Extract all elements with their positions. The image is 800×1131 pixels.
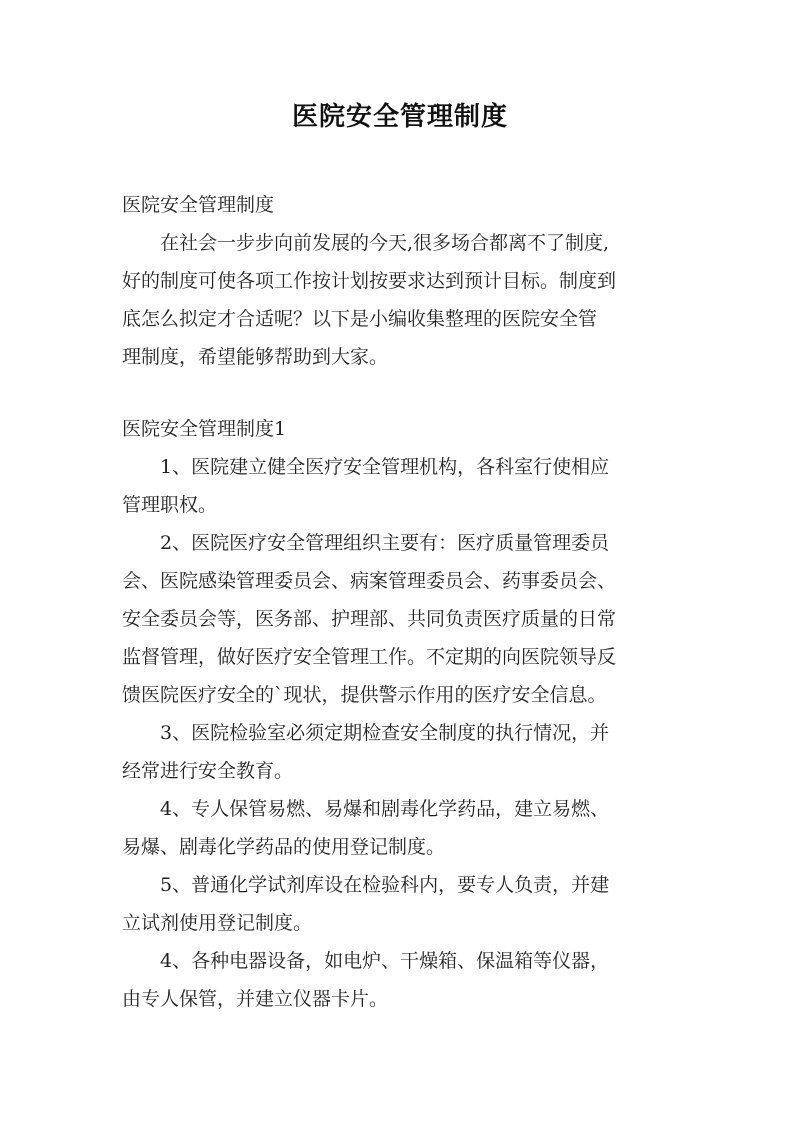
- list-item-line: 易爆、剧毒化学药品的使用登记制度。: [122, 836, 446, 858]
- list-item-line: 由专人保管，并建立仪器卡片。: [122, 988, 389, 1010]
- list-item-line: 4、各种电器设备，如电炉、干燥箱、保温箱等仪器，: [160, 950, 610, 972]
- intro-line: 理制度，希望能够帮助到大家。: [122, 346, 389, 368]
- list-item-line: 1、医院建立健全医疗安全管理机构，各科室行使相应: [160, 456, 610, 478]
- intro-line: 好的制度可使各项工作按计划按要求达到预计目标。制度到: [122, 270, 617, 292]
- list-item-line: 立试剂使用登记制度。: [122, 912, 313, 934]
- list-item-line: 经常进行安全教育。: [122, 760, 294, 782]
- list-item-line: 5、普通化学试剂库设在检验科内，要专人负责，并建: [160, 874, 610, 896]
- intro-section: [122, 186, 687, 376]
- intro-line: 底怎么拟定才合适呢？以下是小编收集整理的医院安全管: [122, 308, 598, 330]
- list-item-line: 管理职权。: [122, 494, 218, 516]
- list-item-line: 3、医院检验室必须定期检查安全制度的执行情况，并: [160, 722, 610, 744]
- list-item-line: 安全委员会等，医务部、护理部、共同负责医疗质量的日常: [122, 608, 617, 630]
- intro-line: 在社会一步步向前发展的今天,很多场合都离不了制度,: [160, 232, 610, 254]
- list-item-line: 馈医院医疗安全的`现状，提供警示作用的医疗安全信息。: [122, 684, 607, 706]
- document-title: 医院安全管理制度: [291, 102, 508, 132]
- intro-heading: 医院安全管理制度: [122, 194, 275, 216]
- section-1: [122, 410, 687, 1018]
- list-item-line: 2、医院医疗安全管理组织主要有：医疗质量管理委员: [160, 532, 610, 554]
- section-heading: 医院安全管理制度1: [122, 418, 287, 440]
- list-item-line: 4、专人保管易燃、易爆和剧毒化学药品，建立易燃、: [160, 798, 610, 820]
- list-item-line: 会、医院感染管理委员会、病案管理委员会、药事委员会、: [122, 570, 617, 592]
- list-item-line: 监督管理，做好医疗安全管理工作。不定期的向医院领导反: [122, 646, 617, 668]
